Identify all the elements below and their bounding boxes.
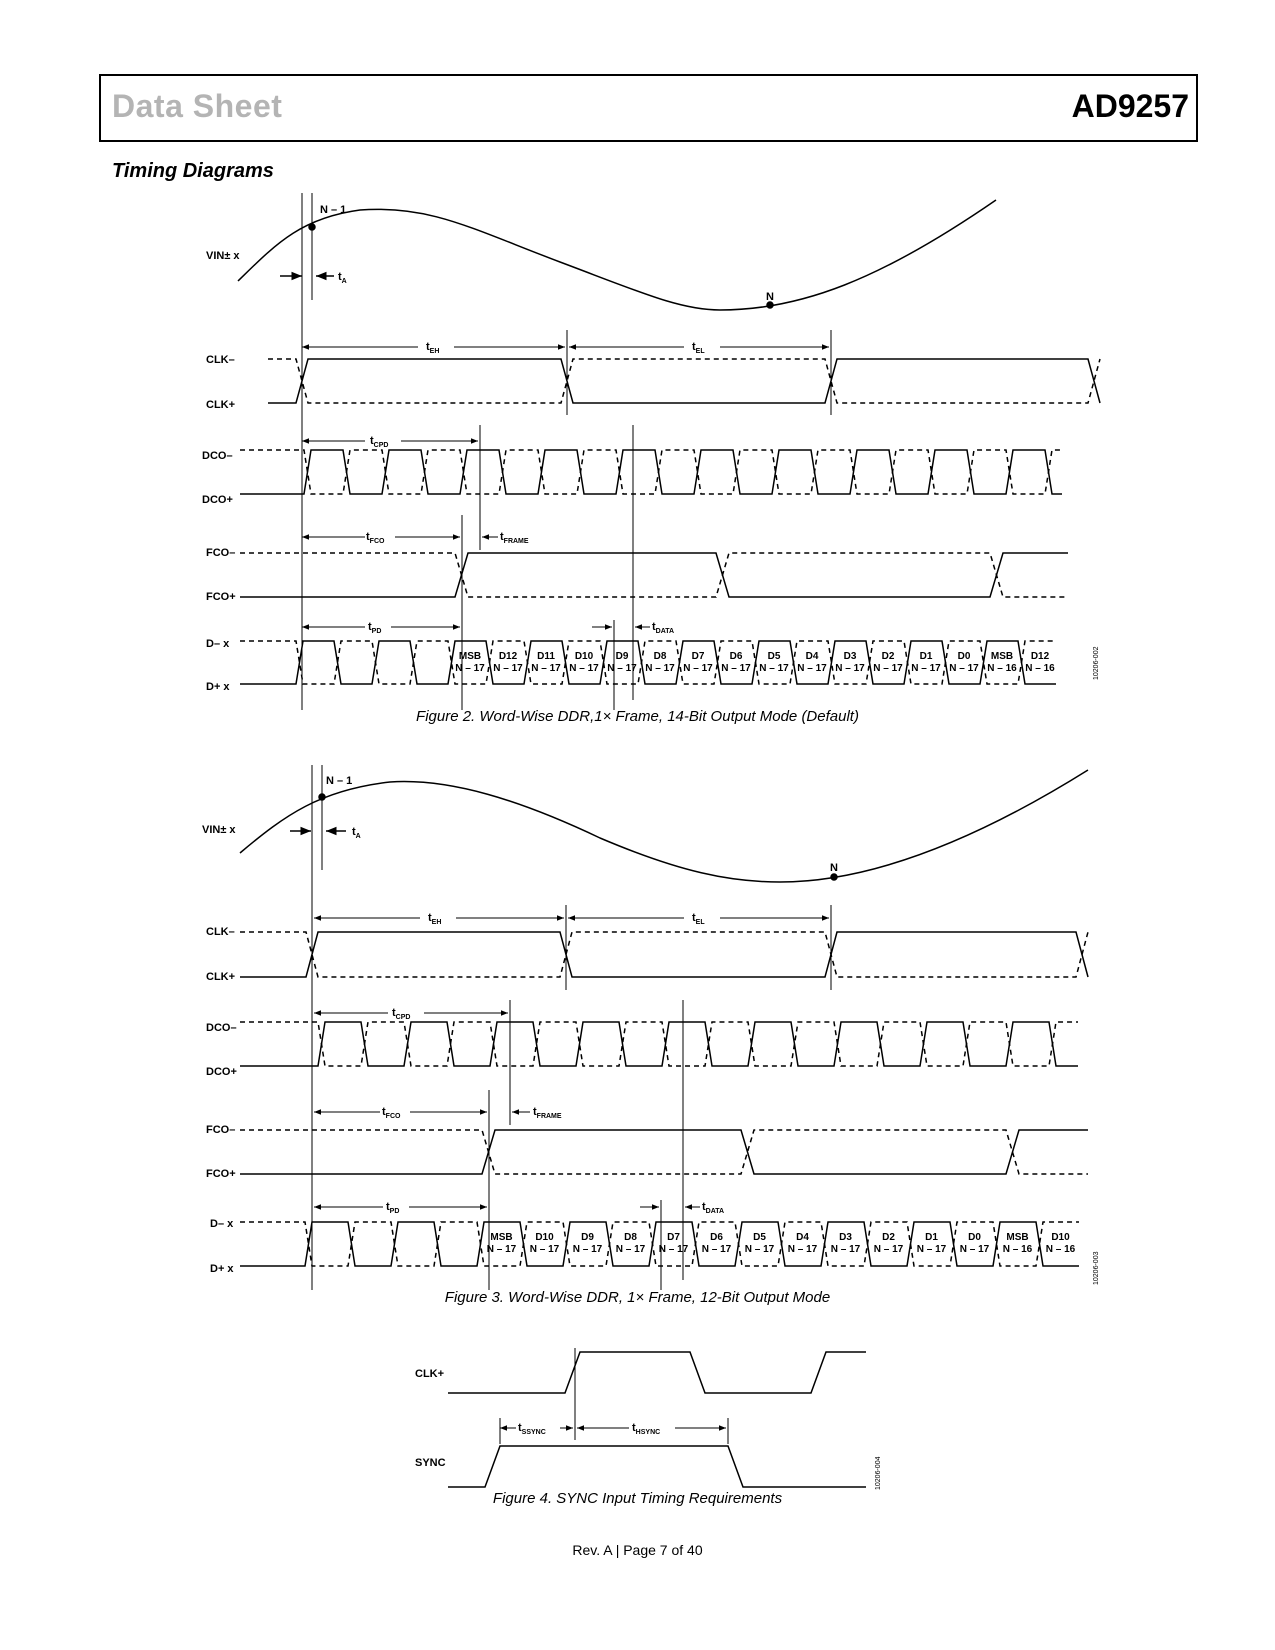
fig4-code: 10206-004 (875, 1456, 882, 1490)
fig3-data-sample-label: N – 17 (744, 1244, 775, 1255)
fig2-data-bit-label: D0 (957, 651, 971, 662)
fig3-data-sample-label: N – 16 (1045, 1244, 1076, 1255)
fig2-data-waveform (240, 641, 1056, 684)
fig3-data-sample-label: N – 17 (486, 1244, 517, 1255)
section-title: Timing Diagrams (112, 160, 274, 182)
fig4-thsync: $t_{HSYNC}$ (632, 1422, 661, 1436)
fig2-data-sample-label: N – 17 (873, 663, 903, 674)
fig3-data-waveform (240, 1222, 1079, 1266)
fig3-data-sample-label: N – 16 (1002, 1244, 1033, 1255)
fig3-data-sample-label: N – 17 (830, 1244, 861, 1255)
fig3-data-bit-label: D0 (968, 1232, 981, 1243)
fig2-data-sample-label: N – 17 (911, 663, 941, 674)
fig3-label-d-plus: D+ x (210, 1263, 234, 1275)
fig2-tfco: $t_{FCO}$ (366, 531, 385, 545)
fig2-tdata: $t_{DATA}$ (652, 621, 675, 635)
fig3-label-fco-plus: FCO+ (206, 1168, 236, 1180)
fig3-data-sample-label: N – 17 (959, 1244, 990, 1255)
fig3-label-n1: N – 1 (326, 775, 353, 787)
fig3-code: 10206-003 (1093, 1251, 1100, 1285)
fig2-dco-minus (240, 450, 1062, 494)
fig3-data-bit-label: D6 (710, 1232, 723, 1243)
fig2-data-bit-label: D5 (767, 651, 781, 662)
fig3-tcpd: $t_{CPD}$ (392, 1007, 411, 1021)
fig2-data-sample-label: N – 17 (455, 663, 485, 674)
fig2-tpd: $t_{PD}$ (368, 621, 382, 635)
fig2-data-sample-label: N – 17 (683, 663, 713, 674)
fig2-label-dco-plus: DCO+ (202, 494, 233, 506)
fig2-data-bit-label: MSB (990, 651, 1014, 662)
fig2-label-n1: N – 1 (320, 204, 347, 216)
fig3-data-bit-label: D8 (624, 1232, 637, 1243)
fig3-tpd: $t_{PD}$ (386, 1201, 400, 1215)
fig2-data-sample-label: N – 17 (797, 663, 827, 674)
fig4-label-clk-plus: CLK+ (415, 1368, 445, 1380)
fig2-dco-waveform (240, 450, 1062, 494)
fig3-fco-minus (240, 1130, 1088, 1174)
fig3-data-sample-label: N – 17 (529, 1244, 560, 1255)
fig3-data-sample-label: N – 17 (615, 1244, 646, 1255)
fig3-dco-plus (240, 1022, 1078, 1066)
fig3-data-bit-label: D2 (882, 1232, 895, 1243)
fig3-sample-n-dot (831, 874, 837, 880)
fig3-data-bit-label: D10 (1051, 1232, 1070, 1243)
fig2-data-bit-label: D9 (615, 651, 629, 662)
fig2-data-bit-label: D6 (729, 651, 743, 662)
fig2-data-sample-label: N – 17 (645, 663, 675, 674)
fig4-clk-plus (448, 1352, 866, 1393)
fig3-label-clk-minus: CLK– (206, 926, 235, 938)
fig2-clk-minus (268, 359, 1100, 403)
fig3-dco-minus (240, 1022, 1078, 1066)
fig3-data-bit-label: D5 (753, 1232, 766, 1243)
fig3-data-bit-label: D1 (925, 1232, 938, 1243)
fig3-teh: $t_{EH}$ (428, 912, 442, 926)
figure-3-diagram (202, 765, 1100, 1290)
fig3-ta: $t_A$ (352, 826, 361, 840)
fig2-data-sample-label: N – 17 (607, 663, 637, 674)
fig2-data-bit-label: D1 (919, 651, 933, 662)
figure-2-caption: Figure 2. Word-Wise DDR,1× Frame, 14-Bit Output Mode (Default) (416, 708, 859, 725)
fig2-data-sample-label: N – 17 (759, 663, 789, 674)
fig2-data-sample-label: N – 17 (493, 663, 523, 674)
fig2-dco-plus (240, 450, 1062, 494)
fig2-code: 10206-002 (1093, 646, 1100, 680)
fig3-label-d-minus: D– x (210, 1218, 234, 1230)
fig3-tframe: $t_{FRAME}$ (533, 1106, 562, 1120)
fig2-data-bit-label: D12 (498, 651, 518, 662)
fig2-label-dco-minus: DCO– (202, 450, 233, 462)
fig2-label-d-minus: D– x (206, 638, 230, 650)
fig3-tdata: $t_{DATA}$ (702, 1201, 725, 1215)
fig3-clk-plus (240, 932, 1088, 977)
fig2-label-clk-minus: CLK– (206, 354, 235, 366)
fig2-fco-minus (240, 553, 1068, 597)
fig2-label-fco-minus: FCO– (206, 547, 236, 559)
fig2-data-bit-label: D10 (574, 651, 594, 662)
fig3-label-n: N (830, 862, 838, 874)
fig3-clk-minus (240, 932, 1088, 977)
fig3-tfco: $t_{FCO}$ (382, 1106, 401, 1120)
fig2-data-bit-label: D2 (881, 651, 895, 662)
fig4-sync (448, 1446, 866, 1487)
fig4-tssync: $t_{SSYNC}$ (518, 1422, 546, 1436)
fig2-data-sample-label: N – 17 (949, 663, 979, 674)
fig3-data-bit-label: MSB (490, 1232, 513, 1243)
fig2-ta: $t_A$ (338, 271, 347, 285)
fig2-data-bit-label: D7 (691, 651, 705, 662)
fig2-data-sample-label: N – 17 (569, 663, 599, 674)
fig3-label-fco-minus: FCO– (206, 1124, 236, 1136)
fig2-data-bit-label: D4 (805, 651, 819, 662)
fig2-data-sample-label: N – 17 (531, 663, 561, 674)
fig3-data-sample-label: N – 17 (701, 1244, 732, 1255)
fig2-clk-plus (268, 359, 1100, 403)
fig2-tel: $t_{EL}$ (692, 341, 705, 355)
fig2-label-fco-plus: FCO+ (206, 591, 236, 603)
fig3-fco-plus (240, 1130, 1088, 1174)
fig2-label-n: N (766, 291, 774, 303)
fig2-label-d-plus: D+ x (206, 681, 230, 693)
fig2-tframe: $t_{FRAME}$ (500, 531, 529, 545)
fig3-vin-waveform (240, 770, 1088, 882)
fig3-label-clk-plus: CLK+ (206, 971, 236, 983)
part-number: AD9257 (1071, 88, 1189, 124)
fig3-data-sample-label: N – 17 (658, 1244, 689, 1255)
page-footer: Rev. A | Page 7 of 40 (572, 1542, 703, 1558)
figure-4-caption: Figure 4. SYNC Input Timing Requirements (492, 1490, 783, 1507)
fig2-tcpd: $t_{CPD}$ (370, 435, 389, 449)
fig2-data-bit-label: D12 (1030, 651, 1050, 662)
fig3-data-bit-label: MSB (1006, 1232, 1029, 1243)
fig2-vin-waveform (238, 200, 996, 310)
fig3-dco-waveform (240, 1022, 1078, 1066)
fig2-data-bit-label: D8 (653, 651, 667, 662)
fig3-data-sample-label: N – 17 (787, 1244, 818, 1255)
fig3-label-dco-minus: DCO– (206, 1022, 237, 1034)
fig3-data-sample-label: N – 17 (916, 1244, 947, 1255)
fig2-fco-plus (240, 553, 1068, 597)
fig3-data-sample-label: N – 17 (873, 1244, 904, 1255)
fig2-data-sample-label: N – 16 (1025, 663, 1055, 674)
fig2-data-bit-label: MSB (458, 651, 482, 662)
fig3-data-bit-label: D7 (667, 1232, 680, 1243)
fig2-data-sample-label: N – 16 (987, 663, 1017, 674)
fig3-data-bit-label: D9 (581, 1232, 594, 1243)
fig3-label-vin: VIN± x (202, 824, 236, 836)
fig2-data-bit-label: D3 (843, 651, 857, 662)
fig3-data-sample-label: N – 17 (572, 1244, 603, 1255)
fig2-data-sample-label: N – 17 (835, 663, 865, 674)
fig2-label-vin: VIN± x (206, 250, 240, 262)
figure-4-diagram (415, 1348, 882, 1490)
fig3-label-dco-plus: DCO+ (206, 1066, 237, 1078)
doc-type: Data Sheet (112, 88, 283, 124)
figure-2-diagram (202, 193, 1100, 710)
fig2-data-sample-label: N – 17 (721, 663, 751, 674)
fig2-teh: $t_{EH}$ (426, 341, 440, 355)
fig2-label-clk-plus: CLK+ (206, 399, 236, 411)
figure-3-caption: Figure 3. Word-Wise DDR, 1× Frame, 12-Bit Output Mode (444, 1289, 831, 1306)
fig3-data-bit-label: D3 (839, 1232, 852, 1243)
fig3-data-bit-label: D10 (535, 1232, 554, 1243)
fig4-label-sync: SYNC (415, 1457, 446, 1469)
fig3-data-bit-label: D4 (796, 1232, 809, 1243)
fig2-data-bit-label: D11 (537, 651, 555, 662)
fig3-tel: $t_{EL}$ (692, 912, 705, 926)
